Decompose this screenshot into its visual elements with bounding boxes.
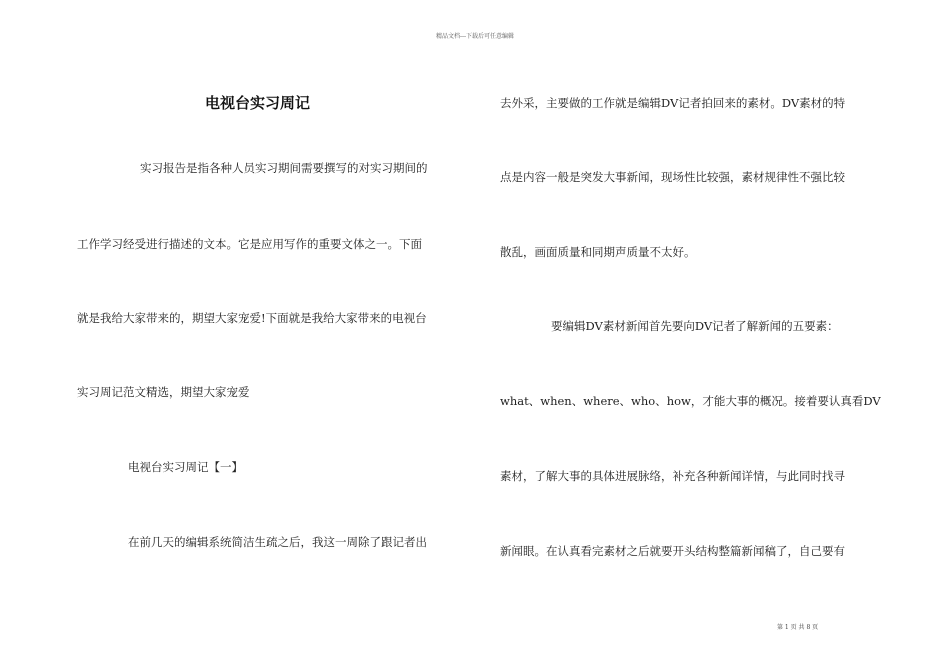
right-line-2: 点是内容一般是突发大事新闻，现场性比较强，素材规律性不强比较 [500, 170, 845, 184]
right-line-5: what、when、where、who、how，才能大事的概况。接着要认真看DV [500, 394, 881, 408]
right-line-6: 素材，了解大事的具体进展脉络，补充各种新闻详情，与此同时找寻 [500, 469, 845, 483]
left-line-6: 在前几天的编辑系统简洁生疏之后，我这一周除了跟记者出 [128, 535, 427, 549]
document-title: 电视台实习周记 [205, 94, 311, 112]
page-header: 精品文档---下载后可任意编辑 [435, 33, 515, 40]
page-number: 第 1 页 共 8 页 [777, 624, 819, 631]
left-line-4: 实习周记范文精选，期望大家宠爱 [77, 385, 250, 399]
left-line-3: 就是我给大家带来的，期望大家宠爱!下面就是我给大家带来的电视台 [77, 311, 427, 325]
right-line-1: 去外采，主要做的工作就是编辑DV记者拍回来的素材。DV素材的特 [500, 96, 846, 110]
right-line-4: 要编辑DV素材新闻首先要向DV记者了解新闻的五要素： [551, 319, 839, 333]
section-heading: 电视台实习周记【一】 [128, 460, 243, 474]
right-line-7: 新闻眼。在认真看完素材之后就要开头结构整篇新闻稿了，自己要有 [500, 544, 845, 558]
left-line-2: 工作学习经受进行描述的文本。它是应用写作的重要文体之一。下面 [77, 237, 422, 251]
right-line-3: 散乱，画面质量和同期声质量不太好。 [500, 245, 696, 259]
left-line-1: 实习报告是指各种人员实习期间需要撰写的对实习期间的 [140, 161, 428, 175]
